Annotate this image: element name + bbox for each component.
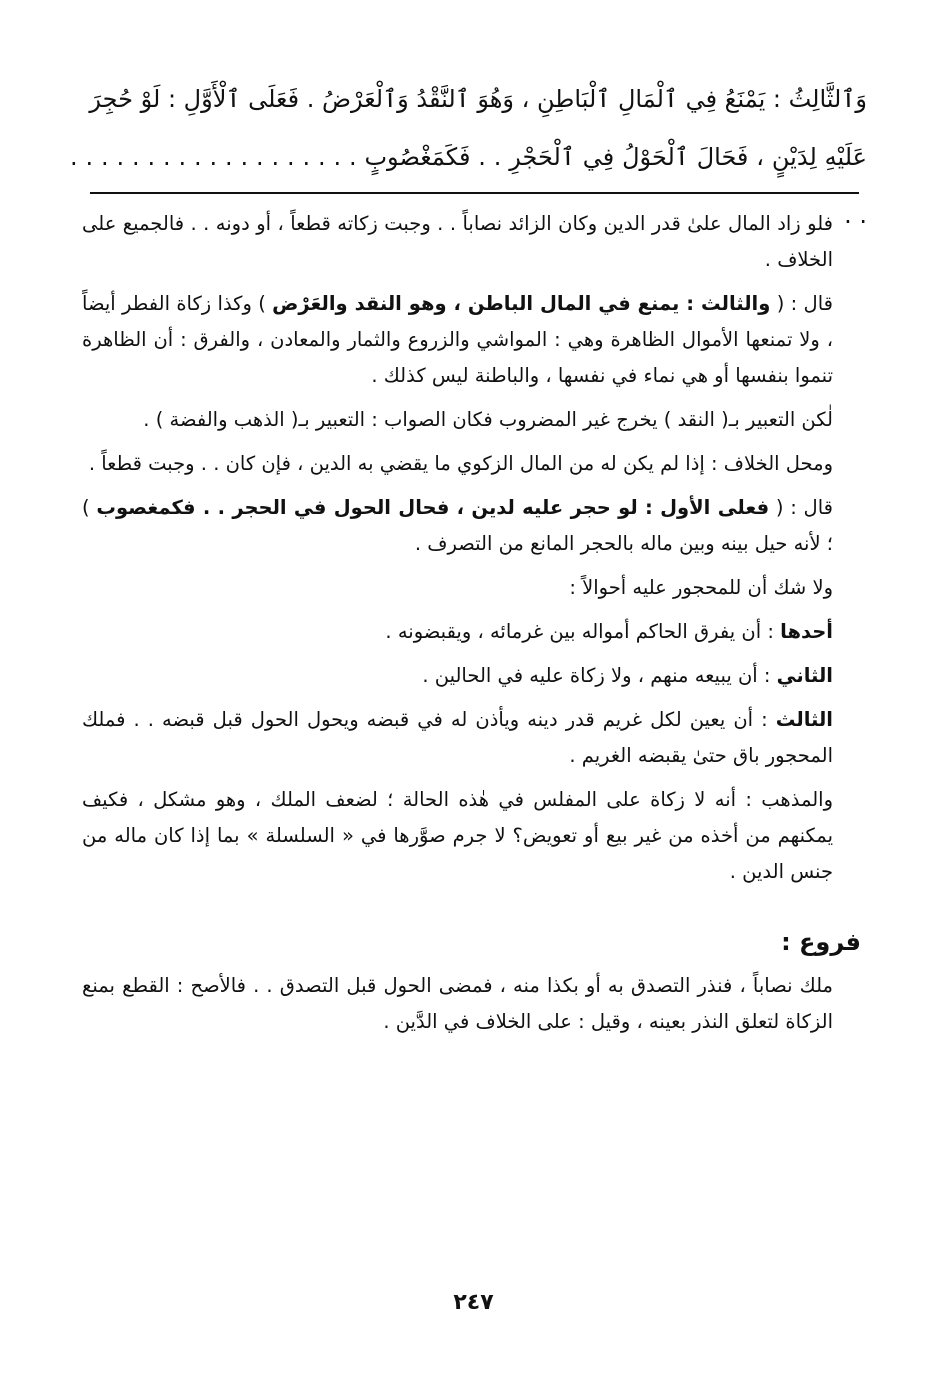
paragraph-text: ) ؛ لأنه حيل بينه وبين ماله بالحجر المانع من التصرف . bbox=[82, 496, 833, 555]
commentary-text bbox=[82, 206, 861, 1048]
paragraph-text: ) وكذا زكاة الفطر أيضاً ، ولا تمنعها الأموال الظاهرة وهي : المواشي والزروع والثمار والمعادن ، والفرق : أن الظاهرة تنموا بنفسها أو هي نماء في نفسها ، والباطنة ليس كذلك . bbox=[82, 292, 833, 387]
commentary-paragraph bbox=[82, 286, 861, 394]
quote-open: قال : ( bbox=[769, 496, 833, 519]
commentary-paragraph bbox=[82, 490, 861, 562]
case-label: الثاني bbox=[776, 664, 833, 687]
paragraph-text: : أن يبيعه منهم ، ولا زكاة عليه في الحالين . bbox=[422, 664, 777, 687]
commentary-paragraph: ومحل الخلاف : إذا لم يكن له من المال الزكوي ما يقضي به الدين ، فإن كان . . وجبت قطعاً . bbox=[88, 452, 833, 475]
page-number: ٢٤٧ bbox=[453, 1290, 494, 1315]
case-label: الثالث bbox=[775, 708, 833, 731]
commentary-paragraph bbox=[82, 702, 861, 774]
matn-quote: فعلى الأول : لو حجر عليه لدين ، فحال الحول في الحجر . . فكمغصوب bbox=[96, 496, 770, 519]
case-label: أحدها bbox=[780, 620, 833, 643]
commentary-paragraph: ولا شك أن للمحجور عليه أحوالاً : bbox=[569, 576, 833, 599]
paragraph-text: : أن يفرق الحاكم أمواله بين غرمائه ، ويقبضونه . bbox=[385, 620, 781, 643]
section-heading: فروع : bbox=[781, 928, 861, 956]
quote-open: قال : ( bbox=[770, 292, 833, 315]
commentary-paragraph: فلو زاد المال علىٰ قدر الدين وكان الزائد نصاباً . . وجبت زكاته قطعاً ، أو دونه . . فالجميع على الخلاف . bbox=[82, 212, 833, 271]
separator-rule bbox=[90, 192, 859, 194]
commentary-paragraph: ملك نصاباً ، فنذر التصدق به أو بكذا منه ، فمضى الحول قبل التصدق . . فالأصح : القطع بمنع الزكاة لتعلق النذر بعينه ، وقيل : على الخلاف في الدَّين . bbox=[82, 974, 833, 1033]
matn-line-1: وَٱلثَّالِثُ : يَمْنَعُ فِي ٱلْمَالِ ٱلْبَاطِنِ ، وَهُوَ ٱلنَّقْدُ وَٱلْعَرْضُ . فَعَلَى ٱلْأَوَّلِ : لَوْ حُجِرَ bbox=[89, 85, 867, 113]
commentary-paragraph bbox=[82, 658, 861, 694]
commentary-paragraph: لٰكن التعبير بـ( النقد ) يخرج غير المضروب فكان الصواب : التعبير بـ( الذهب والفضة ) . bbox=[143, 408, 833, 431]
matn-quote: والثالث : يمنع في المال الباطن ، وهو النقد والعَرْض bbox=[272, 292, 771, 315]
matn-line-2: عَلَيْهِ لِدَيْنٍ ، فَحَالَ ٱلْحَوْلُ فِي ٱلْحَجْرِ . . فَكَمَغْصُوبٍ . . . . . . . . . . . . . . . . . . . . . bbox=[70, 143, 867, 229]
commentary-paragraph: والمذهب : أنه لا زكاة على المفلس في هٰذه الحالة ؛ لضعف الملك ، وهو مشكل ، فكيف يمكنهم من أخذه من غير بيع أو تعويض؟ لا جرم صوَّرها في « السلسلة » بما إذا كان ماله من جنس الدين . bbox=[82, 788, 833, 883]
paragraph-text: : أن يعين لكل غريم قدر دينه ويأذن له في قبضه ويحول الحول قبل قبضه . . فملك المحجور باق حتىٰ يقبضه الغريم . bbox=[82, 708, 833, 767]
commentary-paragraph bbox=[82, 614, 861, 650]
